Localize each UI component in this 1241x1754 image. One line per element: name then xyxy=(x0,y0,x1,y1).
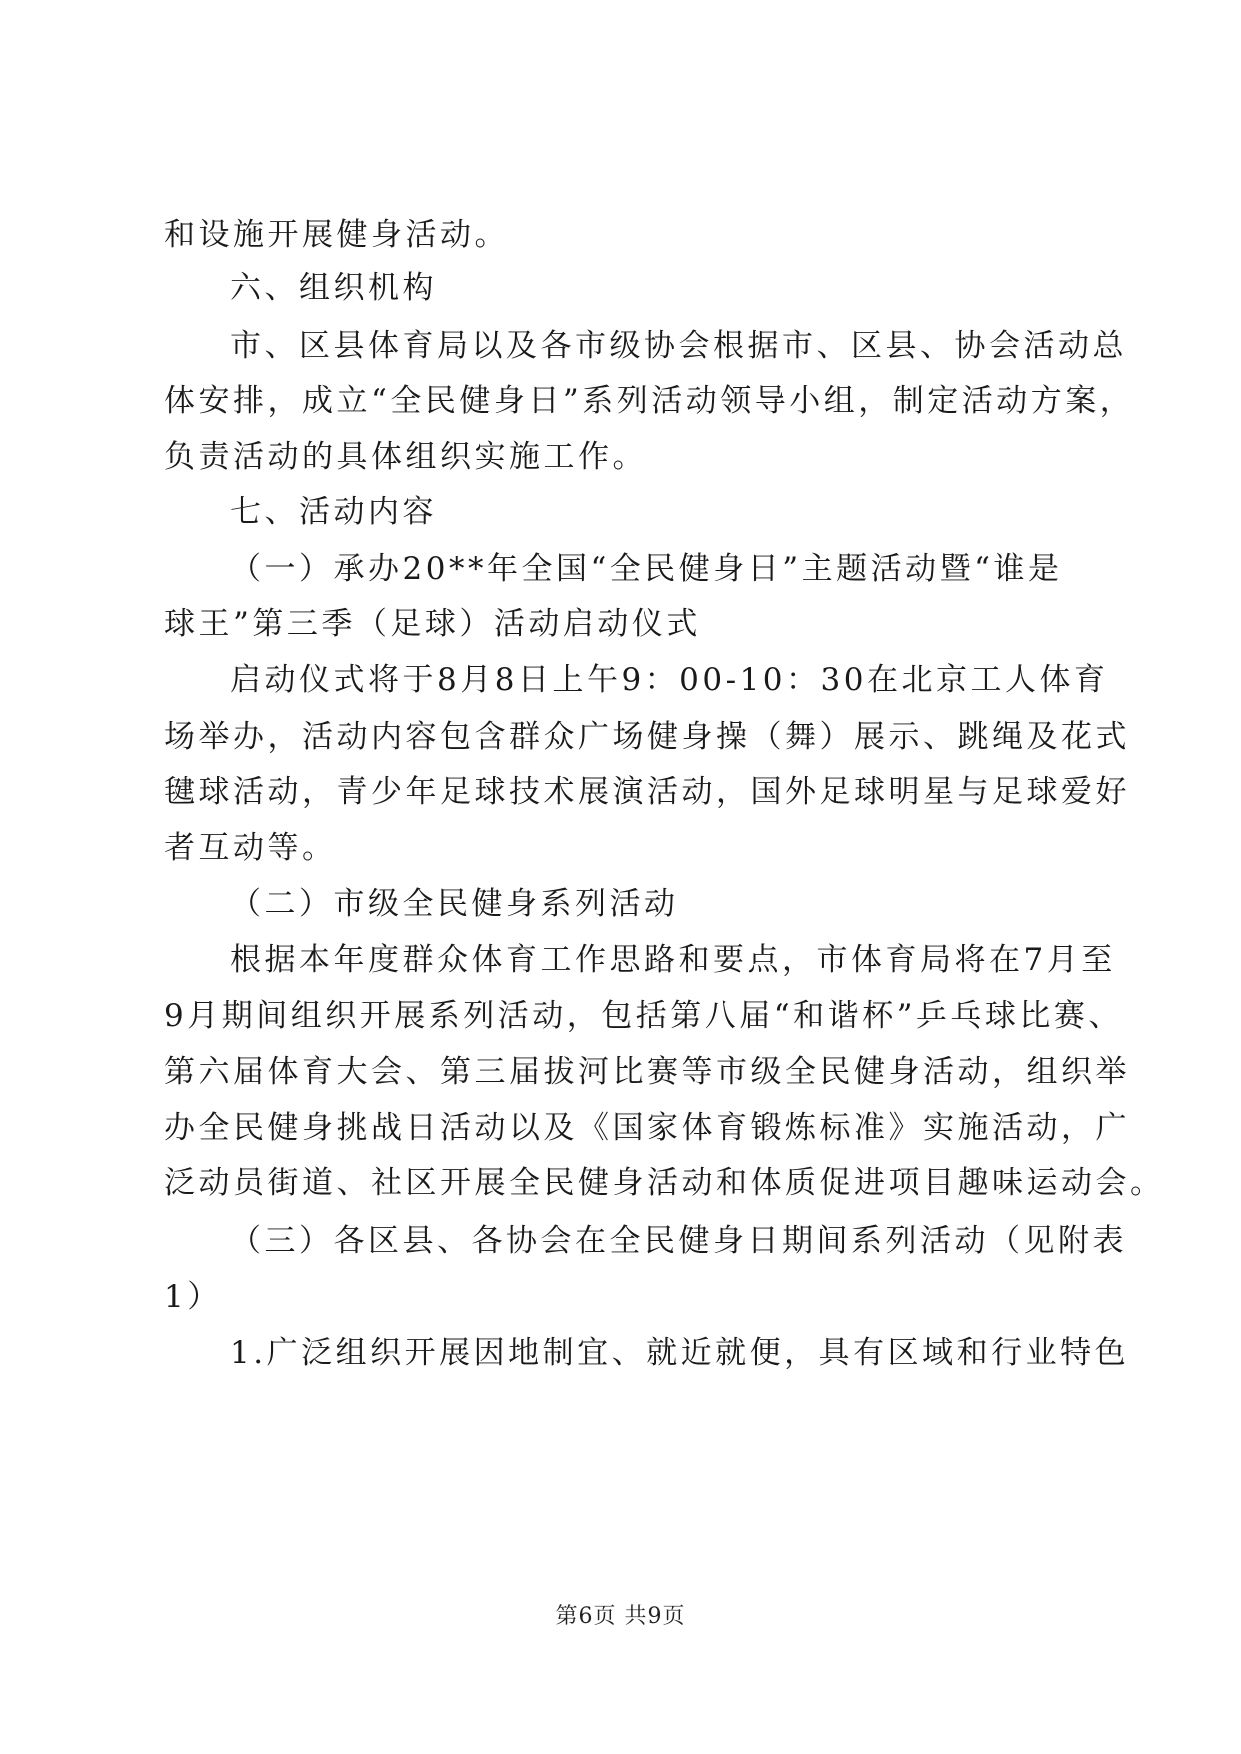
subheading-3-line-1: （三）各区县、各协会在全民健身日期间系列活动（见附表 xyxy=(230,1223,1127,1259)
body-line-11: 毽球活动，青少年足球技术展演活动，国外足球明星与足球爱好 xyxy=(164,774,1130,810)
body-line-9: 启动仪式将于8月8日上午9：00-10：30在北京工人体育 xyxy=(230,662,1109,698)
section-heading-7: 七、活动内容 xyxy=(230,494,437,530)
body-line-4: 体安排，成立“全民健身日”系列活动领导小组，制定活动方案， xyxy=(164,383,1135,419)
subheading-1-line-2: 球王”第三季（足球）活动启动仪式 xyxy=(164,606,701,642)
body-line-18: 泛动员街道、社区开展全民健身活动和体质促进项目趣味运动会。 xyxy=(164,1165,1165,1201)
body-line-5: 负责活动的具体组织实施工作。 xyxy=(164,439,647,475)
body-line-1: 和设施开展健身活动。 xyxy=(164,217,509,253)
subheading-1-line-1: （一）承办20**年全国“全民健身日”主题活动暨“谁是 xyxy=(230,551,1063,587)
section-heading-6: 六、组织机构 xyxy=(230,270,437,306)
body-line-17: 办全民健身挑战日活动以及《国家体育锻炼标准》实施活动，广 xyxy=(164,1110,1130,1146)
page-footer: 第6页 共9页 xyxy=(555,1604,686,1629)
body-line-14: 根据本年度群众体育工作思路和要点，市体育局将在7月至 xyxy=(230,942,1116,978)
body-line-12: 者互动等。 xyxy=(164,830,337,866)
body-line-3: 市、区县体育局以及各市级协会根据市、区县、协会活动总 xyxy=(230,328,1127,364)
body-line-10: 场举办，活动内容包含群众广场健身操（舞）展示、跳绳及花式 xyxy=(164,719,1130,755)
body-line-21: 1.广泛组织开展因地制宜、就近就便，具有区域和行业特色 xyxy=(230,1335,1130,1371)
subheading-2: （二）市级全民健身系列活动 xyxy=(230,886,679,922)
body-line-16: 第六届体育大会、第三届拔河比赛等市级全民健身活动，组织举 xyxy=(164,1054,1130,1090)
body-line-15: 9月期间组织开展系列活动，包括第八届“和谐杯”乒乓球比赛、 xyxy=(164,998,1123,1034)
subheading-3-line-2: 1） xyxy=(164,1279,222,1315)
